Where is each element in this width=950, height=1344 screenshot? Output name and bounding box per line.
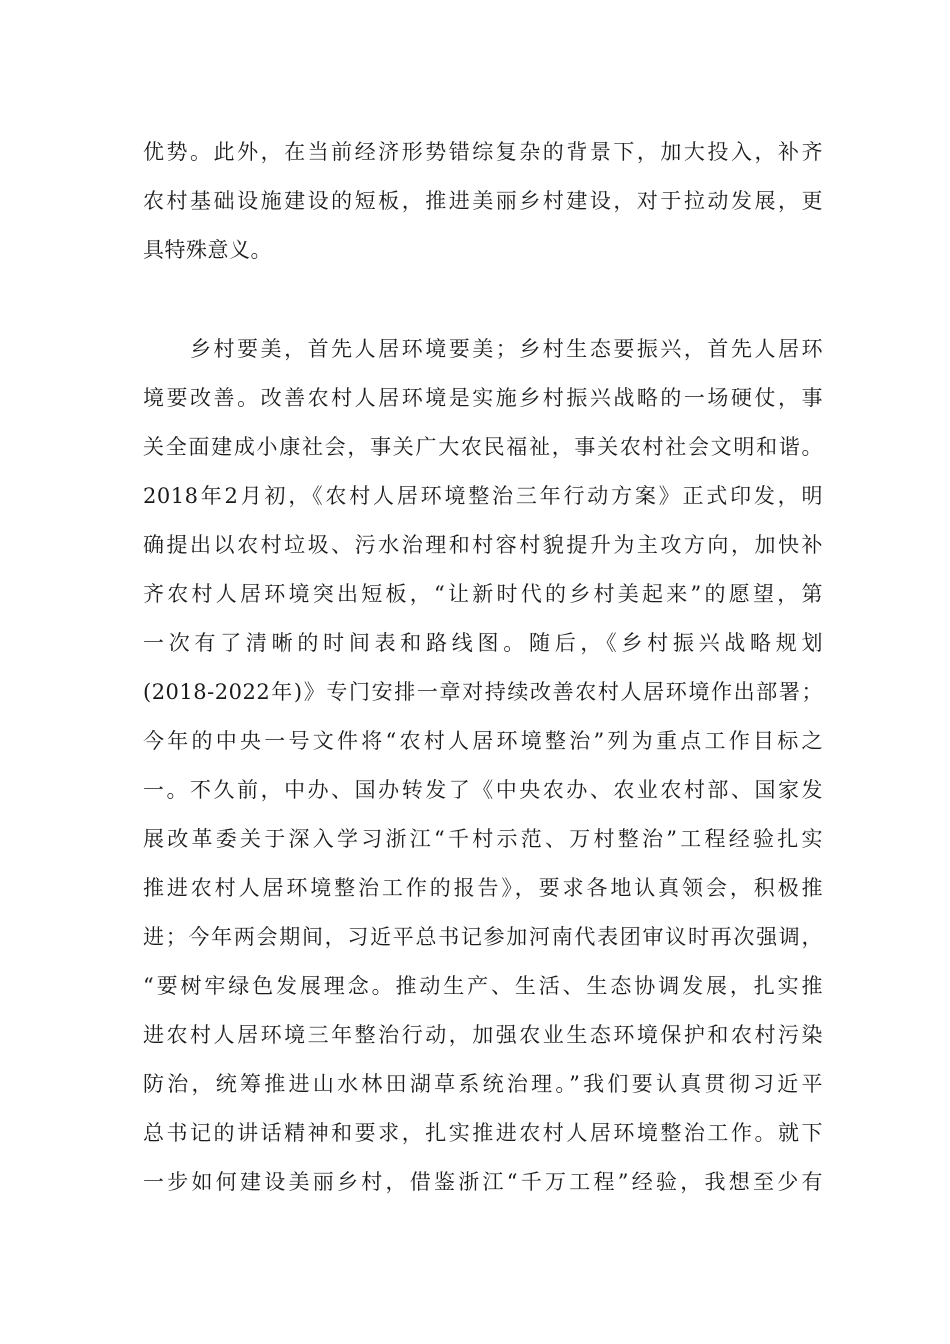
text-line: 境要改善。改善农村人居环境是实施乡村振兴战略的一场硬仗，事 (143, 386, 823, 410)
text-line: 今年的中央一号文件将“农村人居环境整治”列为重点工作目标之 (143, 729, 823, 753)
text-line: 确提出以农村垃圾、污水治理和村容村貌提升为主攻方向，加快补 (143, 533, 823, 557)
text-line: 农村基础设施建设的短板，推进美丽乡村建设，对于拉动发展，更 (143, 189, 823, 213)
text-line: 乡村要美，首先人居环境要美；乡村生态要振兴，首先人居环 (190, 337, 823, 361)
text-line: (2018-2022年)》专门安排一章对持续改善农村人居环境作出部署； (143, 680, 823, 704)
text-line: 关全面建成小康社会，事关广大农民福祉，事关农村社会文明和谐。 (143, 435, 823, 459)
text-line: 一次有了清晰的时间表和路线图。随后，《乡村振兴战略规划 (143, 631, 823, 655)
text-line: 展改革委关于深入学习浙江“千村示范、万村整治”工程经验扎实 (143, 827, 823, 851)
text-line: 推进农村人居环境整治工作的报告》，要求各地认真领会，积极推 (143, 876, 823, 900)
text-line: 齐农村人居环境突出短板，“让新时代的乡村美起来”的愿望，第 (143, 582, 823, 606)
text-line: “要树牢绿色发展理念。推动生产、生活、生态协调发展，扎实推 (143, 974, 823, 998)
text-line: 2018年2月初，《农村人居环境整治三年行动方案》正式印发，明 (143, 484, 823, 508)
text-line: 防治，统筹推进山水林田湖草系统治理。”我们要认真贯彻习近平 (143, 1072, 823, 1096)
text-line: 具特殊意义。 (143, 238, 272, 262)
text-line: 进农村人居环境三年整治行动，加强农业生态环境保护和农村污染 (143, 1023, 823, 1047)
text-line: 优势。此外，在当前经济形势错综复杂的背景下，加大投入，补齐 (143, 140, 823, 164)
text-line: 总书记的讲话精神和要求，扎实推进农村人居环境整治工作。就下 (143, 1121, 823, 1145)
paragraph-1 (143, 128, 823, 275)
paragraph-2 (143, 325, 823, 1207)
text-line: 一步如何建设美丽乡村，借鉴浙江“千万工程”经验，我想至少有 (143, 1170, 823, 1194)
text-line: 一。不久前，中办、国办转发了《中央农办、农业农村部、国家发 (143, 778, 823, 802)
text-line: 进；今年两会期间，习近平总书记参加河南代表团审议时再次强调， (143, 925, 823, 949)
